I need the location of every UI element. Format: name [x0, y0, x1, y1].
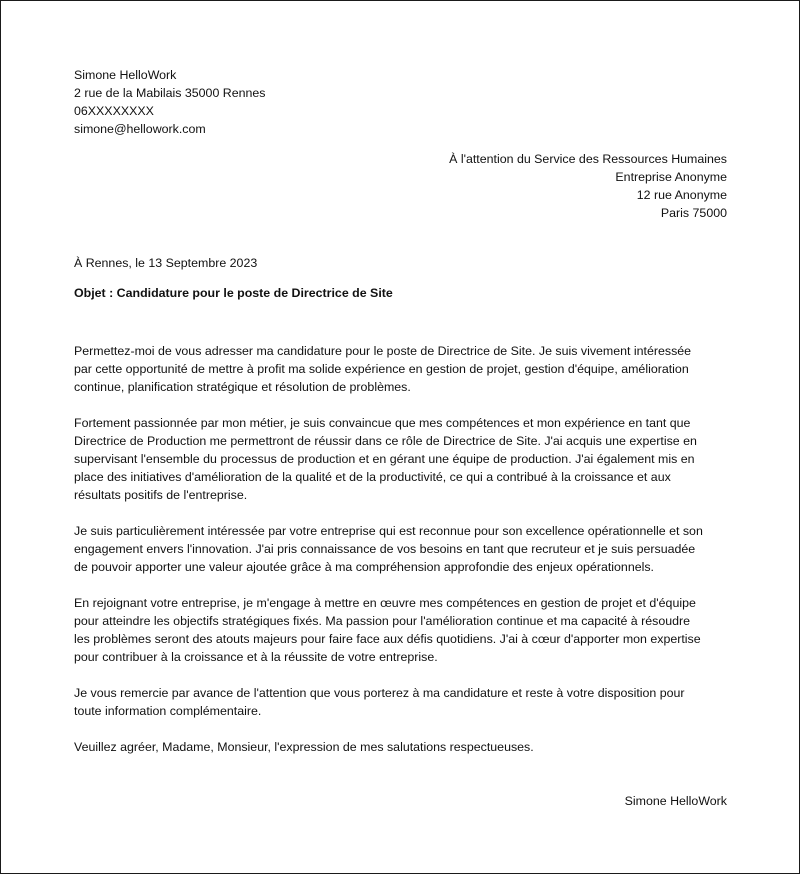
body-paragraph — [74, 342, 734, 396]
recipient-attention: À l'attention du Service des Ressources Humaines — [449, 152, 727, 166]
sender-address: 2 rue de la Mabilais 35000 Rennes — [74, 86, 266, 100]
letter-date: À Rennes, le 13 Septembre 2023 — [74, 256, 258, 270]
paragraph-line: continue, planification stratégique et résolution de problèmes. — [74, 380, 411, 394]
recipient-city: Paris 75000 — [660, 206, 727, 220]
body-paragraph — [74, 522, 734, 576]
paragraph-line: Fortement passionnée par mon métier, je suis convaincue que mes compétences et mon expérience en tant que — [74, 416, 691, 430]
paragraph-line: En rejoignant votre entreprise, je m'engage à mettre en œuvre mes compétences en gestion de projet et d'équipe — [74, 596, 696, 610]
paragraph-line: pour atteindre les objectifs stratégiques fixés. Ma passion pour l'amélioration continue et ma capacité à résoudre — [74, 614, 691, 628]
paragraph-line: Permettez-moi de vous adresser ma candidature pour le poste de Directrice de Site. Je suis vivement intéressée — [74, 344, 692, 358]
paragraph-line: résultats positifs de l'entreprise. — [74, 488, 248, 502]
signature: Simone HelloWork — [624, 794, 727, 808]
paragraph-line: engagement envers l'innovation. J'ai pris connaissance de vos besoins en tant que recruteur et je suis persuadée — [74, 542, 696, 556]
body-paragraph — [74, 414, 734, 504]
closing-formula: Veuillez agréer, Madame, Monsieur, l'expression de mes salutations respectueuses. — [74, 740, 534, 754]
paragraph-line: par cette opportunité de mettre à profit ma solide expérience en gestion de projet, gestion d'équipe, amélioration — [74, 362, 689, 376]
paragraph-line: pour contribuer à la croissance et à la réussite de votre entreprise. — [74, 650, 438, 664]
sender-name: Simone HelloWork — [74, 68, 177, 82]
sender-phone: 06XXXXXXXX — [74, 104, 154, 118]
paragraph-line: Je suis particulièrement intéressée par votre entreprise qui est reconnue pour son excellence opérationnelle et son — [74, 524, 703, 538]
letter-body — [74, 342, 734, 756]
letter-subject: Objet : Candidature pour le poste de Directrice de Site — [74, 286, 393, 300]
paragraph-line: supervisant l'ensemble du processus de production et en gérant une équipe de production. J'ai également mis en — [74, 452, 695, 466]
body-paragraph — [74, 684, 734, 720]
recipient-company: Entreprise Anonyme — [615, 170, 727, 184]
paragraph-line: place des initiatives d'amélioration de la qualité et de la productivité, ce qui a contribué à la croissance et aux — [74, 470, 671, 484]
recipient-street: 12 rue Anonyme — [636, 188, 727, 202]
paragraph-line: de pouvoir apporter une valeur ajoutée grâce à ma compréhension approfondie des enjeux opérationnels. — [74, 560, 654, 574]
body-paragraph — [74, 594, 734, 666]
paragraph-line: les problèmes seront des atouts majeurs pour faire face aux défis quotidiens. J'ai à cœur d'apporter mon expertise — [74, 632, 701, 646]
paragraph-line: Je vous remercie par avance de l'attention que vous porterez à ma candidature et reste à votre disposition pour — [74, 686, 685, 700]
paragraph-line: Directrice de Production me permettront de réussir dans ce rôle de Directrice de Site. J'ai acquis une expertise en — [74, 434, 697, 448]
sender-email: simone@hellowork.com — [74, 122, 206, 136]
sender-block — [74, 66, 266, 138]
recipient-block — [449, 150, 727, 222]
paragraph-line: toute information complémentaire. — [74, 704, 262, 718]
